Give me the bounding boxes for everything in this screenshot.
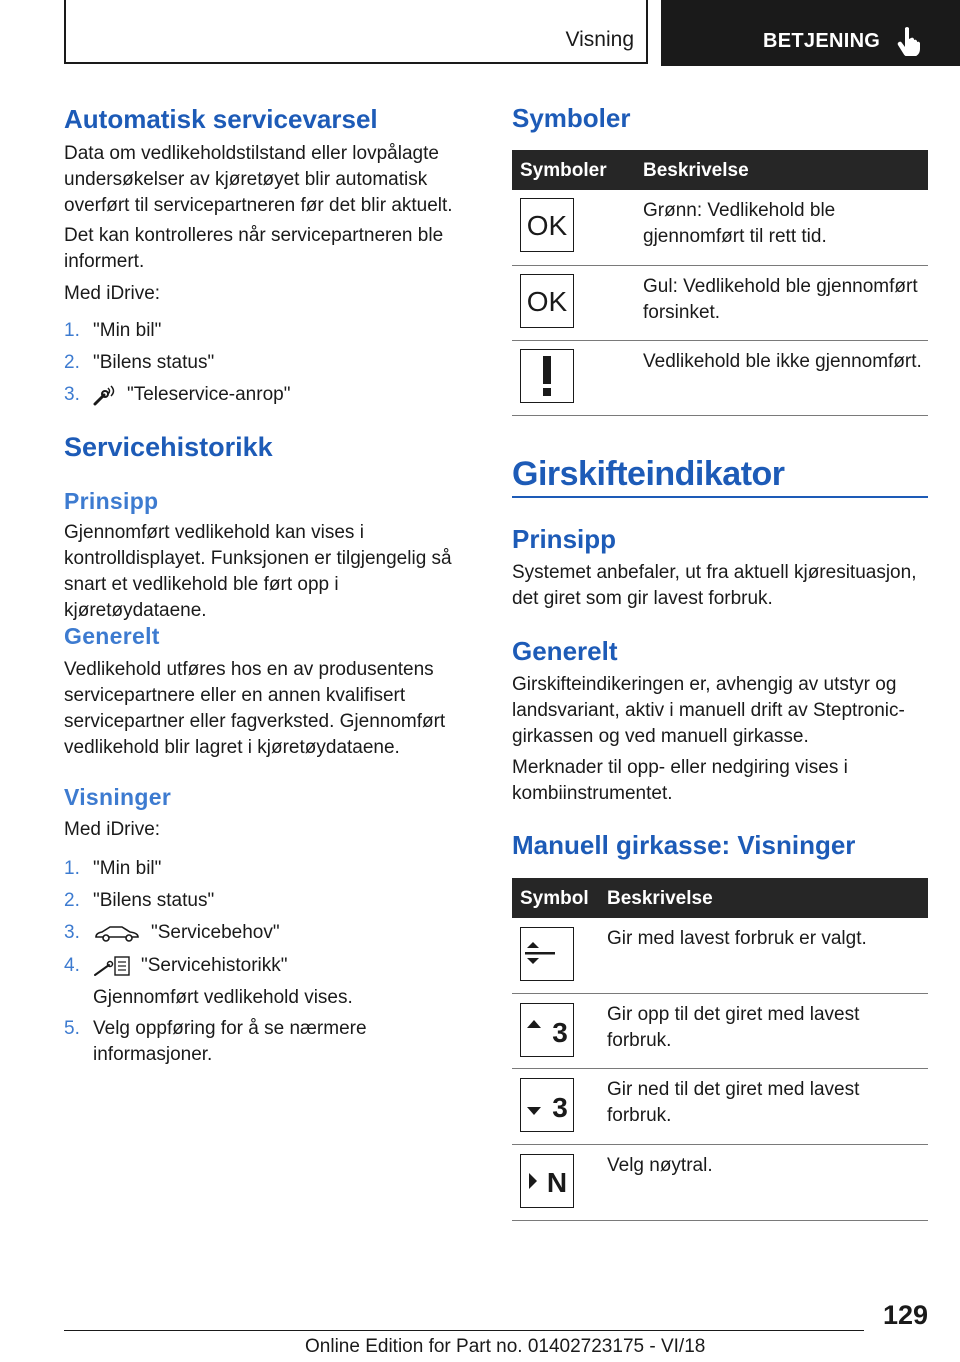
prinsipp-paragraph: Gjennomført vedlikehold kan vises i kontrolldisplayet. Funksjonen er tilgjengelig så snart et vedlikehold ble ført opp i kjøretøydataene. — [64, 522, 452, 621]
list-item: Velg oppføring for å se nærmere informasjoner. — [93, 1018, 367, 1065]
table-row — [512, 1145, 928, 1221]
step-number: 1. — [64, 858, 80, 879]
step-number: 2. — [64, 352, 80, 373]
exclamation-icon — [520, 349, 574, 403]
table-row — [512, 266, 928, 341]
page-number: 129 — [882, 1300, 928, 1330]
svg-text:OK: OK — [526, 286, 568, 317]
gear-up-icon — [520, 1003, 574, 1057]
step-number: 2. — [64, 890, 80, 911]
svg-text:N: N — [546, 1167, 568, 1198]
auto-paragraph-1: Data om vedlikeholdstilstand eller lovpålagte undersøkelser av kjøretøyet blir automatisk overført til servicepartneren før det blir aktuelt. — [64, 143, 453, 216]
ok-yellow-icon — [520, 274, 574, 328]
heading-manuell-girkasse: Manuell girkasse: Visninger — [512, 830, 856, 860]
heading-girskifteindikator: Girskifteindikator — [512, 455, 785, 493]
wrench-list-icon — [93, 955, 131, 977]
gear-down-icon — [520, 1078, 574, 1132]
car-outline-icon — [93, 922, 141, 944]
step-number: 1. — [64, 320, 80, 341]
table-header-cell: Beskrivelse — [607, 888, 713, 909]
table-header-cell: Beskrivelse — [643, 160, 749, 181]
wrench-signal-icon — [93, 384, 117, 406]
generelt-paragraph-2: Merknader til opp- eller nedgiring vises i kombiinstrumentet. — [512, 757, 848, 804]
svg-text:3: 3 — [552, 1017, 568, 1048]
table-header-cell: Symboler — [520, 160, 607, 181]
header-chapter-title: BETJENING — [763, 30, 881, 52]
footer-rule — [64, 1330, 864, 1331]
list-item — [93, 920, 280, 946]
table-cell-desc: Gir med lavest forbruk er valgt. — [607, 928, 867, 949]
table-cell-desc: Gul: Vedlikehold ble gjennomført forsinket. — [643, 276, 918, 323]
heading-auto-service: Automatisk servicevarsel — [64, 104, 378, 134]
heading-symboler: Symboler — [512, 103, 631, 133]
table-row — [512, 994, 928, 1069]
table-cell-desc: Gir opp til det giret med lavest forbruk. — [607, 1004, 860, 1051]
header-section-title: Visning — [565, 28, 634, 51]
table-cell-desc: Vedlikehold ble ikke gjennomført. — [643, 351, 922, 372]
generelt-paragraph: Vedlikehold utføres hos en av produsentens servicepartnere eller en annen kvalifisert servicepartner eller fagverksted. Gjennomført vedlikehold blir lagret i kjøretøydataene. — [64, 659, 446, 758]
header-section-box — [64, 0, 648, 64]
list-item-label: "Servicehistorikk" — [141, 955, 288, 976]
auto-paragraph-3: Med iDrive: — [64, 283, 161, 304]
table-row — [512, 341, 928, 416]
table-row — [512, 1069, 928, 1145]
list-item-label: "Teleservice-anrop" — [127, 384, 291, 405]
gear-neutral-icon — [520, 1154, 574, 1208]
step-number: 4. — [64, 955, 80, 976]
gear-optimal-icon — [520, 927, 574, 981]
step-number: 3. — [64, 922, 80, 943]
list-item: "Bilens status" — [93, 352, 215, 373]
table-cell-desc: Grønn: Vedlikehold ble gjennomført til rett tid. — [643, 200, 836, 247]
list-item-label: "Servicebehov" — [151, 922, 280, 943]
svg-text:OK: OK — [526, 210, 568, 241]
list-item: "Min bil" — [93, 320, 162, 341]
table-cell-desc: Velg nøytral. — [607, 1155, 713, 1176]
table-header-cell: Symbol — [520, 888, 589, 909]
heading-generelt: Generelt — [64, 623, 160, 649]
heading-generelt: Generelt — [512, 636, 618, 666]
list-item: "Min bil" — [93, 858, 162, 879]
footer-edition: Online Edition for Part no. 01402723175 - VI/18 — [305, 1336, 706, 1357]
heading-service-history: Servicehistorikk — [64, 432, 273, 462]
svg-text:3: 3 — [552, 1092, 568, 1123]
table-cell-desc: Gir ned til det giret med lavest forbruk. — [607, 1079, 860, 1126]
hand-pointer-icon — [897, 26, 923, 56]
table-row — [512, 918, 928, 994]
list-item-sub: Gjennomført vedlikehold vises. — [93, 987, 353, 1008]
table-header — [512, 150, 928, 190]
list-item: "Bilens status" — [93, 890, 215, 911]
ok-green-icon — [520, 198, 574, 252]
list-item — [93, 953, 288, 979]
prinsipp-paragraph: Systemet anbefaler, ut fra aktuell kjøresituasjon, det giret som gir lavest forbruk. — [512, 562, 917, 609]
generelt-paragraph-1: Girskifteindikeringen er, avhengig av utstyr og landsvariant, aktiv i manuell drift av Steptronic-girkassen og ved manuell girkasse. — [512, 674, 905, 747]
table-header — [512, 878, 928, 918]
list-item — [93, 382, 290, 408]
heading-prinsipp: Prinsipp — [512, 524, 617, 554]
auto-paragraph-2: Det kan kontrolleres når servicepartneren ble informert. — [64, 225, 444, 272]
step-number: 3. — [64, 384, 80, 405]
heading-rule — [512, 496, 928, 498]
header-chapter-box — [661, 0, 960, 66]
table-row — [512, 190, 928, 266]
step-number: 5. — [64, 1018, 80, 1039]
heading-prinsipp: Prinsipp — [64, 488, 159, 514]
visninger-intro: Med iDrive: — [64, 819, 161, 840]
heading-visninger: Visninger — [64, 784, 172, 810]
